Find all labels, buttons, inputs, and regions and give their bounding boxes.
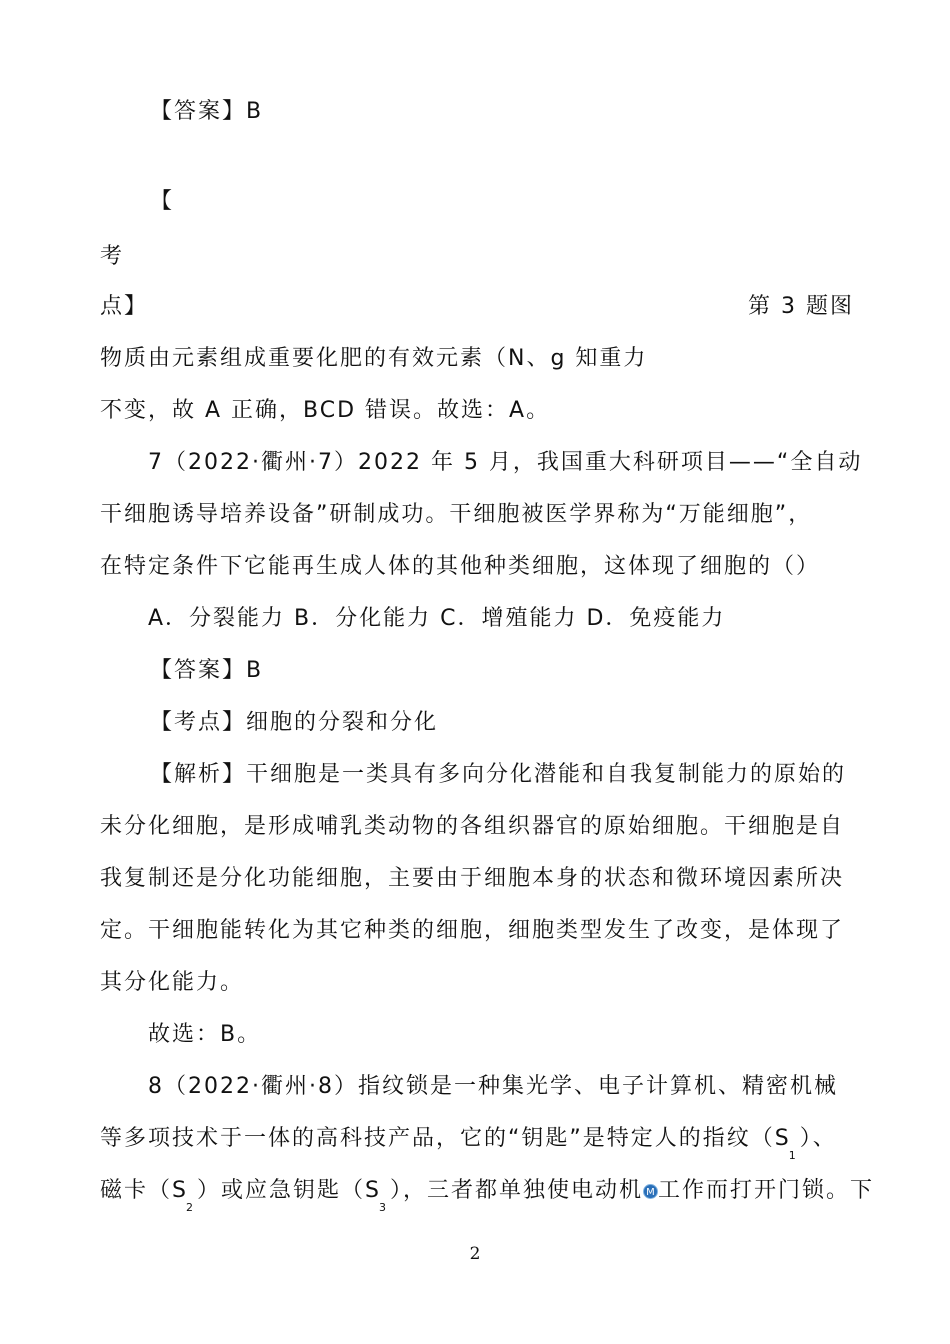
question-8-line-3-text-d: 工作而打开门锁。下 [657, 1178, 874, 1203]
question-7-analysis-line-4: 定。干细胞能转化为其它种类的细胞，细胞类型发生了改变，是体现了 [100, 918, 845, 943]
question-8-line-3-text-b: ）或应急钥匙（S [196, 1178, 381, 1203]
kaodian-char-dian: 点】 [100, 294, 149, 319]
question-7-analysis-line-3: 我复制还是分化功能细胞，主要由于细胞本身的状态和微环境因素所决 [100, 866, 845, 891]
kaodian-char-kao: 考 [100, 244, 125, 269]
question-8-line-2 [100, 1125, 837, 1162]
question-7-analysis-line-5: 其分化能力。 [100, 970, 245, 995]
motor-icon: M [643, 1184, 658, 1199]
question-7-answer: 【答案】B [150, 658, 264, 683]
question-8-line-2-text-b: ）、 [799, 1126, 837, 1151]
question-7-analysis-line-1: 【解析】干细胞是一类具有多向分化潜能和自我复制能力的原始的 [150, 762, 847, 787]
previous-analysis-line-1: 物质由元素组成重要化肥的有效元素（N、g 知重力 [100, 346, 648, 371]
question-7-kaodian: 【考点】细胞的分裂和分化 [150, 710, 439, 735]
question-8-line-2-text-a: 等多项技术于一体的高科技产品，它的“钥匙”是特定人的指纹（S [100, 1126, 791, 1151]
subscript-1: 1 [788, 1149, 798, 1162]
question-8-line-3 [100, 1177, 874, 1214]
kaodian-bracket: 【 [150, 189, 175, 214]
page-number: 2 [469, 1244, 481, 1264]
question-7-options: A．分裂能力 B．分化能力 C．增殖能力 D．免疫能力 [148, 606, 726, 631]
question-7-conclusion: 故选：B。 [148, 1022, 262, 1047]
previous-analysis-line-2: 不变，故 A 正确，BCD 错误。故选：A。 [100, 398, 551, 423]
question-7-line-3: 在特定条件下它能再生成人体的其他种类细胞，这体现了细胞的（） [100, 554, 821, 579]
figure-caption: 第 3 题图 [748, 294, 854, 319]
question-7-analysis-line-2: 未分化细胞，是形成哺乳类动物的各组织器官的原始细胞。干细胞是自 [100, 814, 845, 839]
answer-previous: 【答案】B [150, 99, 264, 124]
question-7-line-2: 干细胞诱导培养设备”研制成功。干细胞被医学界称为“万能细胞”， [100, 502, 813, 527]
question-8-line-3-text-c: ），三者都单独使电动机 [389, 1178, 643, 1203]
subscript-2: 2 [185, 1201, 195, 1214]
question-8-line-1: 8（2022·衢州·8）指纹锁是一种集光学、电子计算机、精密机械 [148, 1074, 838, 1099]
question-7-line-1: 7（2022·衢州·7）2022 年 5 月，我国重大科研项目——“全自动 [148, 450, 863, 475]
subscript-3: 3 [378, 1201, 388, 1214]
question-8-line-3-text-a: 磁卡（S [100, 1178, 188, 1203]
